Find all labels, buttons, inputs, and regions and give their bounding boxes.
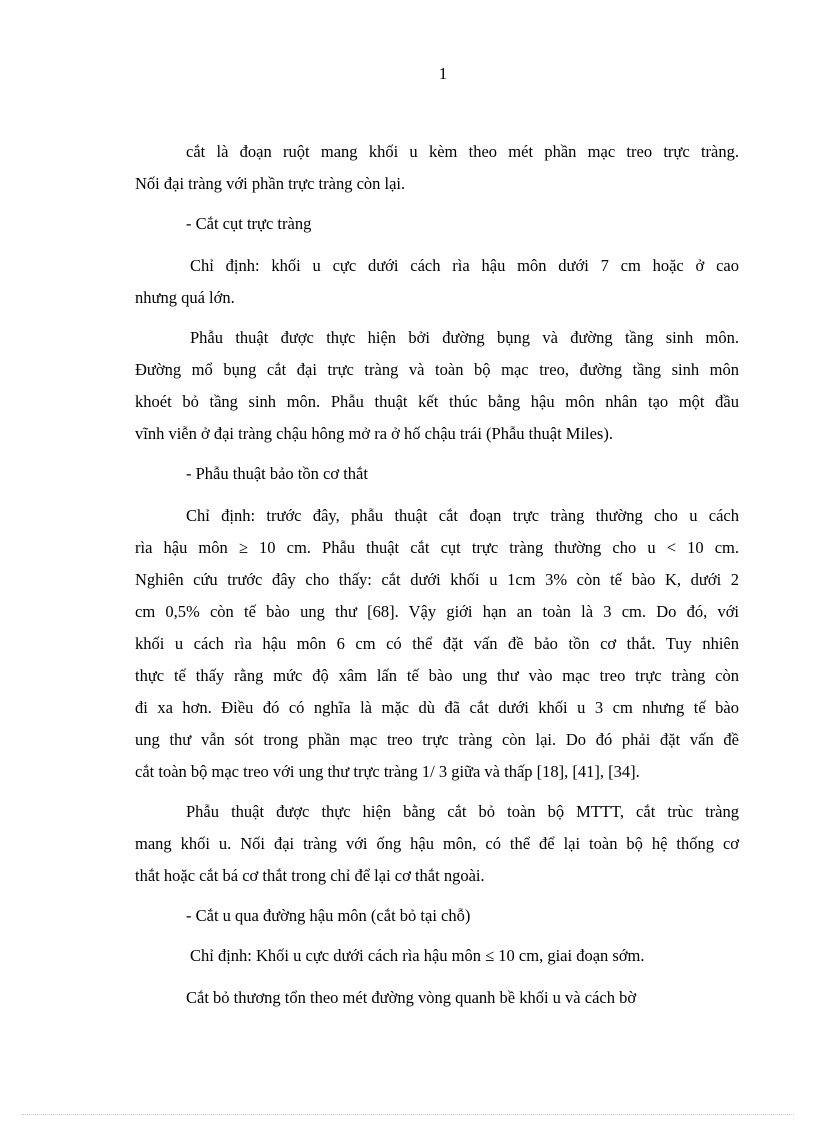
text-line: đi xa hơn. Điều đó có nghĩa là mặc dù đã cắt dưới khối u 3 cm nhưng tế bào [135,698,739,717]
text-line: mang khối u. Nối đại tràng với ống hậu môn, có thể để lại toàn bộ hệ thống cơ [135,834,739,853]
text-line: Đường mổ bụng cắt đại trực tràng và toàn bộ mạc treo, đường tầng sinh môn [135,360,739,379]
text-line: rìa hậu môn ≥ 10 cm. Phẫu thuật cắt cụt trực tràng thường cho u < 10 cm. [135,538,739,557]
text-line: - Cắt cụt trực tràng [186,214,312,233]
text-line: cm 0,5% còn tế bào ung thư [68]. Vậy giới hạn an toàn là 3 cm. Do đó, với [135,602,739,621]
text-line: thực tế thấy rằng mức độ xâm lấn tế bào ung thư vào mạc treo trực tràng còn [135,666,739,685]
text-line: - Cắt u qua đường hậu môn (cắt bỏ tại chỗ) [186,906,471,925]
text-line: Chỉ định: trước đây, phẫu thuật cắt đoạn trực tràng thường cho u cách [186,506,739,525]
text-line: Nghiên cứu trước đây cho thấy: cắt dưới khối u 1cm 3% còn tế bào K, dưới 2 [135,570,739,589]
text-line: Nối đại tràng với phần trực tràng còn lại. [135,174,406,193]
text-line: cắt là đoạn ruột mang khối u kèm theo mét phần mạc treo trực tràng. [186,142,739,161]
text-line: Chỉ định: khối u cực dưới cách rìa hậu môn dưới 7 cm hoặc ở cao [190,256,739,275]
text-line: nhưng quá lớn. [135,288,235,307]
text-line: vĩnh viễn ở đại tràng chậu hông mở ra ở hố chậu trái (Phẫu thuật Miles). [135,424,613,443]
text-line: Chỉ định: Khối u cực dưới cách rìa hậu môn ≤ 10 cm, giai đoạn sớm. [190,946,645,965]
text-line: Cắt bỏ thương tổn theo mét đường vòng quanh bề khối u và cách bờ [186,988,637,1007]
text-line: - Phẫu thuật bảo tồn cơ thắt [186,464,368,483]
page-number: 1 [438,64,448,83]
text-line: khoét bỏ tầng sinh môn. Phẫu thuật kết thúc bằng hậu môn nhân tạo một đầu [135,392,739,411]
footer-rule [22,1114,794,1115]
text-line: thắt hoặc cắt bá cơ thắt trong chỉ để lại cơ thắt ngoài. [135,866,485,885]
text-line: Phẫu thuật được thực hiện bởi đường bụng và đường tầng sinh môn. [190,328,739,347]
text-line: khối u cách rìa hậu môn 6 cm có thể đặt vấn đề bảo tồn cơ thắt. Tuy nhiên [135,634,739,653]
text-line: Phẫu thuật được thực hiện bằng cắt bỏ toàn bộ MTTT, cắt trùc tràng [186,802,739,821]
text-line: cắt toàn bộ mạc treo với ung thư trực tràng 1/ 3 giữa và thấp [18], [41], [34]. [135,762,640,781]
text-line: ung thư vẫn sót trong phần mạc treo trực tràng còn lại. Do đó phải đặt vấn đề [135,730,739,749]
